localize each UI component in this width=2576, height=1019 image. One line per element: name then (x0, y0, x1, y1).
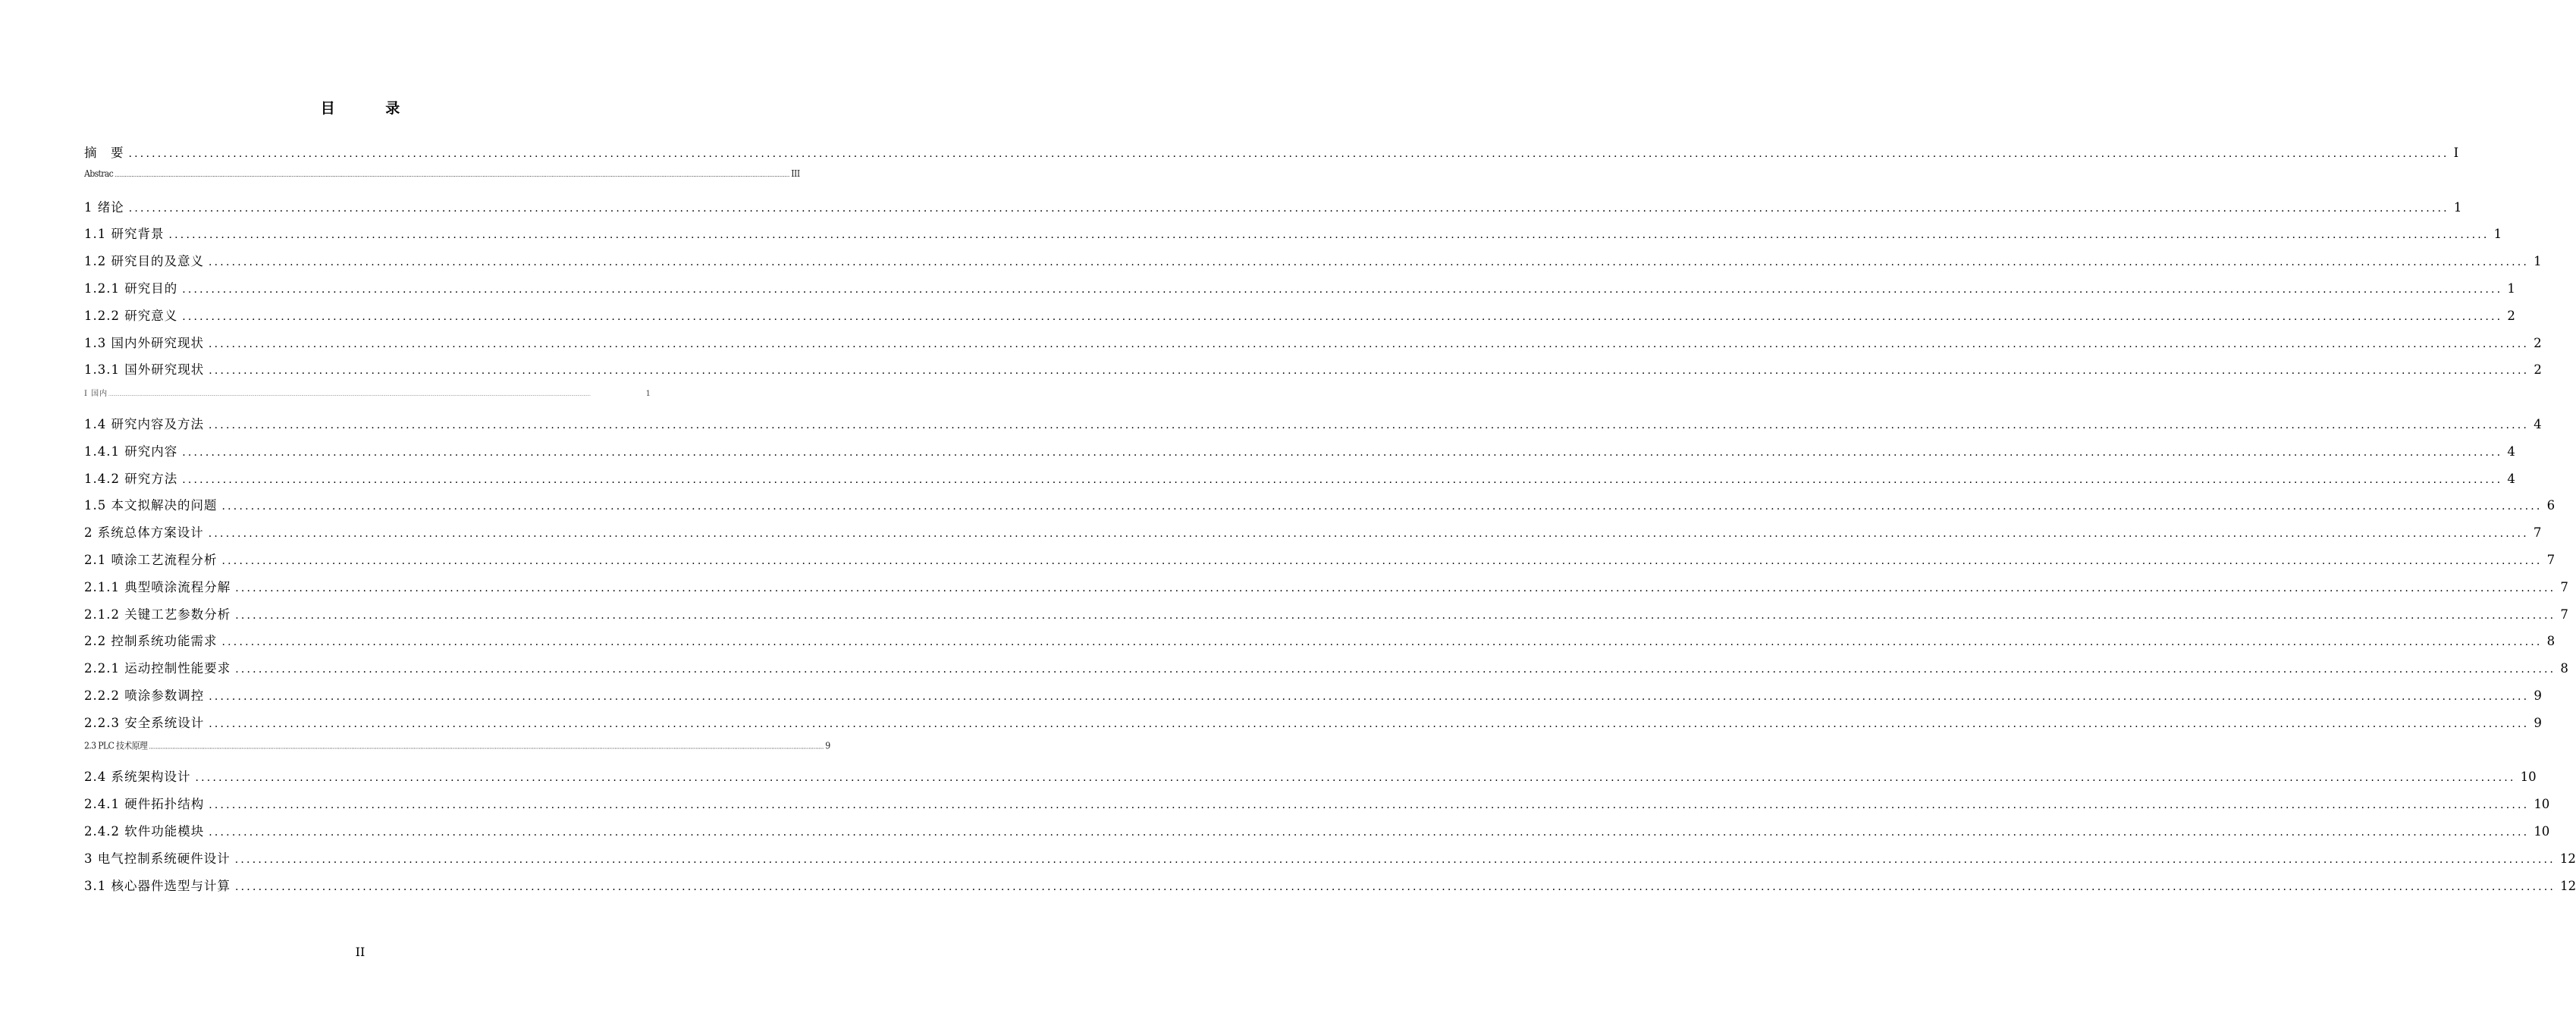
toc-entry[interactable] (84, 441, 2515, 469)
toc-entry-label: 2.4 系统架构设计 (84, 770, 191, 785)
toc-leader-dots: ................................................................................................................................................................................................................................................................................................................................................................................................................ (182, 473, 2503, 486)
toc-entry-label: I 国内 (84, 390, 108, 399)
toc-leader-dots: ................................................................................................................................................................................................................................................................................................................................................................................................................ (209, 337, 2530, 350)
toc-entry-page: 9 (2534, 688, 2542, 703)
toc-entry-label: 1.2.1 研究目的 (84, 281, 178, 296)
toc-entry[interactable] (84, 767, 2537, 794)
toc-leader-dots: ................................................................................................................................................................................................................................................................................................................................................................................................................ (209, 365, 2530, 378)
toc-entry[interactable] (84, 251, 2542, 278)
toc-entry-page: 10 (2534, 797, 2550, 812)
toc-entry-page: 10 (2520, 770, 2537, 785)
toc-entry-label: 2.2.3 安全系统设计 (84, 715, 205, 730)
toc-leader-dots: ................................................................................................................................................................................................................................................................................................................................................................................................................ (209, 690, 2530, 703)
toc-entry-label: 2.1 喷涂工艺流程分析 (84, 552, 218, 567)
toc-entry[interactable] (84, 333, 2542, 360)
toc-entry[interactable] (84, 631, 2556, 658)
toc-leader-dots: ................................................................................................................................................................................................................................................................................................................................................................................................................ (115, 171, 790, 179)
toc-entry-page: 8 (2560, 661, 2568, 676)
toc-entry-page: 9 (2534, 715, 2542, 730)
table-of-contents (84, 143, 2576, 902)
toc-entry-label: 1.3.1 国外研究现状 (84, 362, 205, 378)
toc-entry-page: 1 (2493, 227, 2502, 242)
toc-entry-label: Abstrac (84, 168, 114, 180)
toc-entry-page: 4 (2507, 471, 2515, 486)
toc-entry-page: 4 (2507, 444, 2515, 459)
toc-entry[interactable] (84, 738, 830, 768)
toc-entry-label: 1.2.2 研究意义 (84, 308, 178, 323)
toc-leader-dots: ................................................................................................................................................................................................................................................................................................................................................................................................................ (235, 663, 2556, 676)
toc-leader-dots: ................................................................................................................................................................................................................................................................................................................................................................................................................ (209, 799, 2530, 812)
toc-title: 目 录 (320, 100, 423, 117)
toc-entry[interactable] (84, 658, 2568, 685)
toc-entry-label: 2.2.2 喷涂参数调控 (84, 688, 205, 703)
toc-entry-label: 2.4.2 软件功能模块 (84, 823, 205, 839)
toc-entry[interactable] (84, 604, 2568, 632)
toc-leader-dots: ................................................................................................................................................................................................................................................................................................................................................................................................................ (209, 717, 2530, 730)
toc-entry-label: 1.4.2 研究方法 (84, 471, 178, 486)
toc-entry-label: 1 绪论 (84, 199, 124, 215)
toc-leader-dots: ................................................................................................................................................................................................................................................................................................................................................................................................................ (221, 500, 2543, 513)
toc-entry-label: 2.1.2 关键工艺参数分析 (84, 607, 231, 622)
toc-leader-dots: ................................................................................................................................................................................................................................................................................................................................................................................................................ (108, 393, 591, 398)
toc-leader-dots: ................................................................................................................................................................................................................................................................................................................................................................................................................ (209, 256, 2530, 269)
toc-entry-label: 1.3 国内外研究现状 (84, 335, 204, 350)
toc-entry-label: 2.2.1 运动控制性能要求 (84, 661, 231, 676)
toc-leader-dots: ................................................................................................................................................................................................................................................................................................................................................................................................................ (221, 554, 2543, 567)
toc-entry[interactable] (84, 359, 2542, 387)
toc-entry-page: 10 (2534, 823, 2550, 839)
toc-entry-page: 7 (2546, 552, 2556, 567)
toc-leader-dots: ................................................................................................................................................................................................................................................................................................................................................................................................................ (235, 609, 2556, 622)
toc-entry-page: 2 (2534, 362, 2542, 378)
toc-leader-dots: ................................................................................................................................................................................................................................................................................................................................................................................................................ (208, 528, 2529, 541)
toc-entry-label: 2.1.1 典型喷涂流程分解 (84, 579, 231, 594)
toc-entry-page: 7 (2560, 579, 2568, 594)
toc-leader-dots: ................................................................................................................................................................................................................................................................................................................................................................................................................ (182, 446, 2503, 459)
toc-entry[interactable] (84, 168, 800, 198)
toc-leader-dots: ................................................................................................................................................................................................................................................................................................................................................................................................................ (221, 636, 2543, 649)
toc-entry[interactable] (84, 278, 2515, 306)
toc-entry[interactable] (84, 414, 2542, 441)
toc-leader-dots: ................................................................................................................................................................................................................................................................................................................................................................................................................ (149, 743, 824, 751)
toc-entry-page: 12 (2560, 878, 2576, 893)
toc-entry[interactable] (84, 550, 2556, 577)
toc-entry-label: 1.4 研究内容及方法 (84, 416, 204, 431)
toc-entry-label: 摘 要 (84, 146, 124, 160)
toc-entry[interactable] (84, 522, 2542, 550)
toc-entry-page: 2 (2507, 308, 2515, 323)
toc-leader-dots: ................................................................................................................................................................................................................................................................................................................................................................................................................ (182, 310, 2503, 323)
toc-leader-dots: ................................................................................................................................................................................................................................................................................................................................................................................................................ (235, 582, 2556, 594)
toc-entry-page: 9 (825, 739, 830, 751)
toc-entry[interactable] (84, 495, 2556, 522)
toc-entry[interactable] (84, 224, 2502, 251)
toc-entry[interactable] (84, 713, 2542, 740)
toc-entry-label: 2.3 PLC 技术原理 (84, 739, 148, 751)
toc-entry[interactable] (84, 197, 2462, 224)
toc-entry-label: 2.4.1 硬件拓扑结构 (84, 797, 205, 812)
toc-entry[interactable] (84, 876, 2576, 903)
toc-entry[interactable] (84, 469, 2515, 496)
page-number: II (355, 945, 366, 959)
toc-entry[interactable] (84, 306, 2515, 333)
toc-entry[interactable] (84, 387, 651, 414)
toc-leader-dots: ................................................................................................................................................................................................................................................................................................................................................................................................................ (195, 772, 2516, 785)
toc-leader-dots: ................................................................................................................................................................................................................................................................................................................................................................................................................ (209, 826, 2530, 839)
toc-entry-page: 2 (2534, 335, 2542, 350)
toc-entry[interactable] (84, 685, 2542, 713)
toc-entry[interactable] (84, 794, 2550, 821)
toc-entry-page: 1 (2453, 199, 2462, 215)
toc-entry-page: 8 (2546, 634, 2556, 649)
toc-entry-page: I (2453, 146, 2459, 160)
toc-entry-label: 1.5 本文拟解决的问题 (84, 498, 218, 513)
toc-entry-page: 1 (2534, 254, 2542, 269)
toc-entry[interactable] (84, 848, 2576, 876)
toc-leader-dots: ................................................................................................................................................................................................................................................................................................................................................................................................................ (168, 229, 2490, 242)
toc-entry-page: 7 (2560, 607, 2568, 622)
toc-leader-dots: ................................................................................................................................................................................................................................................................................................................................................................................................................ (234, 853, 2556, 866)
toc-entry-label: 1.1 研究背景 (84, 227, 165, 242)
toc-entry-page: 1 (2507, 281, 2515, 296)
toc-entry-label: 1.4.1 研究内容 (84, 444, 178, 459)
toc-entry[interactable] (84, 577, 2568, 604)
toc-entry-label: 1.2 研究目的及意义 (84, 254, 204, 269)
toc-leader-dots: ................................................................................................................................................................................................................................................................................................................................................................................................................ (182, 283, 2503, 296)
toc-entry-page: III (791, 168, 800, 180)
toc-entry-label: 2 系统总体方案设计 (84, 525, 204, 541)
toc-leader-dots: ................................................................................................................................................................................................................................................................................................................................................................................................................ (128, 202, 2449, 215)
toc-leader-dots: ................................................................................................................................................................................................................................................................................................................................................................................................................ (128, 148, 2449, 160)
toc-entry-label: 3 电气控制系统硬件设计 (84, 851, 231, 866)
toc-leader-dots: ................................................................................................................................................................................................................................................................................................................................................................................................................ (209, 419, 2530, 431)
toc-leader-dots: ................................................................................................................................................................................................................................................................................................................................................................................................................ (235, 880, 2556, 893)
toc-entry-label: 2.2 控制系统功能需求 (84, 634, 218, 649)
toc-entry-label: 3.1 核心器件选型与计算 (84, 878, 231, 893)
toc-entry-page: 4 (2534, 416, 2542, 431)
toc-entry-page: 6 (2546, 498, 2556, 513)
toc-entry-page: 1 (645, 390, 651, 399)
toc-entry-page: 12 (2559, 851, 2576, 866)
toc-entry-page: 7 (2533, 525, 2542, 541)
toc-entry[interactable] (84, 821, 2550, 848)
toc-entry[interactable] (84, 143, 2459, 170)
